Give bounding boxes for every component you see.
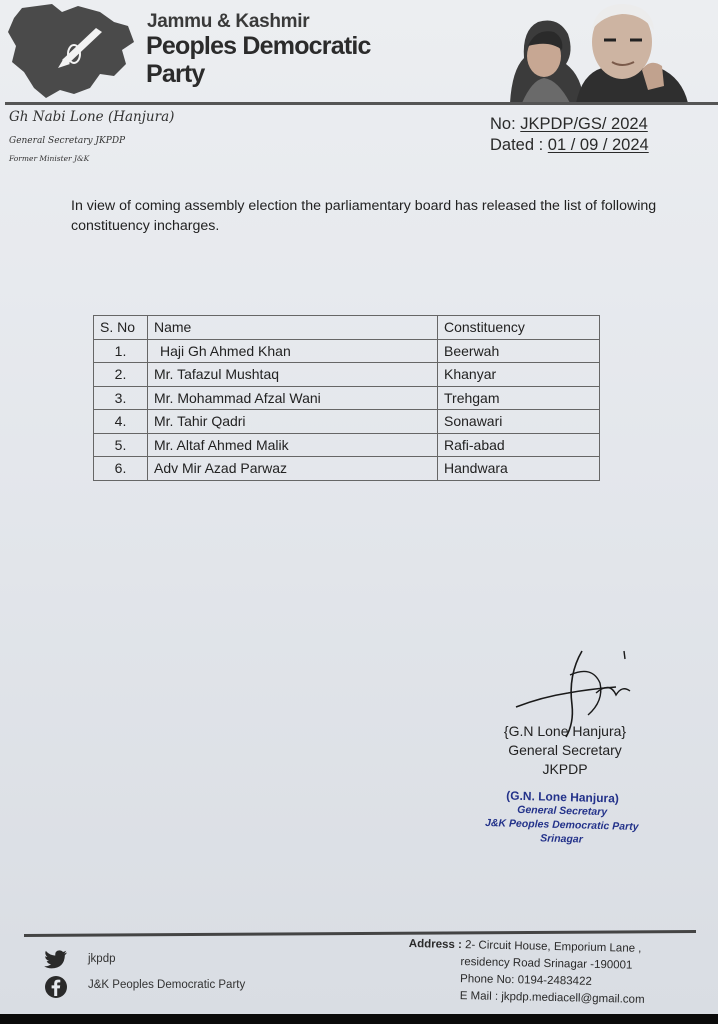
- party-name-party: Party: [146, 60, 205, 88]
- cell-constituency: Handwara: [438, 457, 600, 481]
- table-row: [94, 410, 600, 434]
- letterhead-title: General Secretary JKPDP: [9, 136, 126, 146]
- cell-sno: 1.: [94, 339, 148, 363]
- stamp-city: Srinagar: [539, 832, 583, 846]
- twitter-icon: [44, 950, 68, 970]
- column-header-sno: S. No: [94, 316, 148, 340]
- reference-date-value: 01 / 09 / 2024: [547, 136, 649, 154]
- reference-date: [490, 136, 649, 155]
- stamp-org: J&K Peoples Democratic Party: [484, 816, 639, 834]
- footer-divider: [24, 930, 696, 937]
- cell-constituency: Khanyar: [438, 363, 600, 387]
- cell-constituency: Beerwah: [438, 339, 600, 363]
- table-row: [94, 457, 600, 481]
- table-header-row: [94, 316, 600, 340]
- cell-name: Mr. Mohammad Afzal Wani: [148, 386, 438, 410]
- portrait-man: [576, 4, 688, 103]
- table-row: [94, 339, 600, 363]
- table-row: [94, 386, 600, 410]
- facebook-icon: [44, 975, 68, 999]
- cell-sno: 4.: [94, 410, 148, 434]
- signatory-name: {G.N Lone Hanjura}: [503, 723, 627, 739]
- cell-name: Mr. Tafazul Mushtaq: [148, 363, 438, 387]
- facebook-page-name: J&K Peoples Democratic Party: [88, 979, 246, 991]
- address-email: E Mail : jkpdp.mediacell@gmail.com: [459, 990, 645, 1006]
- signatory-title: General Secretary: [508, 742, 622, 758]
- party-name-region: Jammu & Kashmir: [147, 11, 310, 32]
- address-phone: Phone No: 0194-2483422: [459, 973, 592, 988]
- signatory-org: JKPDP: [542, 761, 588, 777]
- cell-sno: 3.: [94, 386, 148, 410]
- cell-constituency: Rafi-abad: [438, 433, 600, 457]
- cell-name: Adv Mir Azad Parwaz: [148, 457, 438, 481]
- signatory-block: [470, 722, 660, 779]
- address-label: Address :: [408, 937, 462, 952]
- portrait-woman: [510, 21, 584, 104]
- cell-name: Haji Gh Ahmed Khan: [148, 339, 438, 363]
- stamp-name: (G.N. Lone Hanjura): [506, 788, 620, 806]
- header-divider: [5, 102, 718, 105]
- address-line-2: residency Road Srinagar -190001: [460, 956, 633, 972]
- reference-number-value: JKPDP/GS/ 2024: [520, 115, 648, 133]
- footer-address: [408, 936, 709, 1010]
- letterhead-former-title: Former Minister J&K: [9, 154, 90, 163]
- party-name-main: Peoples Democratic: [146, 32, 371, 60]
- reference-number: [490, 115, 648, 134]
- cell-sno: 6.: [94, 457, 148, 481]
- column-header-constituency: Constituency: [438, 316, 600, 340]
- letterhead-name: Gh Nabi Lone (Hanjura): [9, 109, 175, 125]
- address-street: 2- Circuit House, Emporium Lane ,: [464, 939, 642, 955]
- incharges-table: [93, 315, 600, 481]
- leader-portraits: [492, 0, 718, 103]
- table-row: [94, 433, 600, 457]
- intro-paragraph: In view of coming assembly election the parliamentary board has released the list of following constituency incharges.: [71, 198, 657, 234]
- twitter-handle: jkpdp: [88, 953, 116, 965]
- cell-constituency: Trehgam: [438, 386, 600, 410]
- table-row: [94, 363, 600, 387]
- stamp-title: General Secretary: [517, 803, 608, 819]
- cell-name: Mr. Tahir Qadri: [148, 410, 438, 434]
- cell-sno: 2.: [94, 363, 148, 387]
- reference-number-label: No:: [490, 115, 516, 133]
- reference-date-label: Dated :: [490, 136, 544, 154]
- cell-sno: 5.: [94, 433, 148, 457]
- column-header-name: Name: [148, 316, 438, 340]
- cell-constituency: Sonawari: [438, 410, 600, 434]
- cell-name: Mr. Altaf Ahmed Malik: [148, 433, 438, 457]
- official-stamp: [461, 787, 662, 848]
- party-map-logo: [4, 2, 136, 100]
